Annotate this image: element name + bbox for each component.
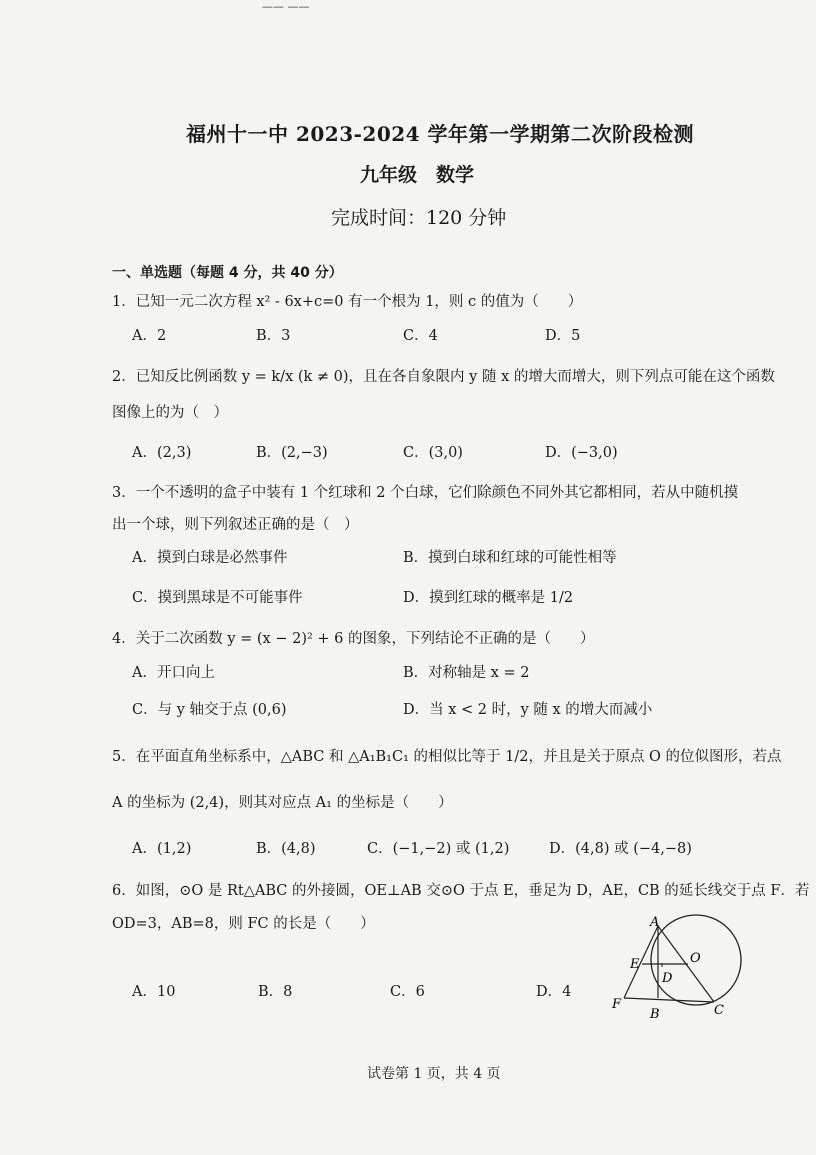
q1-option-a: A．2 [132,328,167,344]
segment-fc [624,998,714,1002]
question-6-line-2: OD=3，AB=8，则 FC 的长是（ ） [112,916,375,932]
label-e: E [630,957,640,972]
question-2-line-1: 2．已知反比例函数 y = k/x (k ≠ 0)，且在各自象限内 y 随 x 的增大而增大，则下列点可能在这个函数 [112,369,775,385]
scan-mark: —— —— [262,0,310,13]
q3-option-d: D．摸到红球的概率是 1/2 [403,590,574,606]
q6-option-b: B．8 [258,984,293,1000]
q1-option-d: D．5 [545,328,581,344]
question-5-line-1: 5．在平面直角坐标系中，△ABC 和 △A₁B₁C₁ 的相似比等于 1/2，并且是关于原点 O 的位似图形，若点 [112,749,782,765]
q6-option-c: C．6 [390,984,425,1000]
section-heading: 一、单选题（每题 4 分，共 40 分） [112,265,343,281]
q6-geometry-figure [606,910,766,1022]
q6-option-d: D．4 [536,984,572,1000]
q4-option-a: A．开口向上 [132,665,215,681]
question-1: 1．已知一元二次方程 x² - 6x+c=0 有一个根为 1，则 c 的值为（ ） [112,294,583,310]
q3-option-c: C．摸到黑球是不可能事件 [132,590,303,606]
q2-option-a: A．(2,3) [132,445,192,461]
q1-option-c: C．4 [403,328,438,344]
q3-option-a: A．摸到白球是必然事件 [132,550,288,566]
q5-option-d: D．(4,8) 或 (−4,−8) [549,841,692,857]
question-6-line-1: 6．如图，⊙O 是 Rt△ABC 的外接圆，OE⊥AB 交⊙O 于点 E，垂足为 D，AE，CB 的延长线交于点 F．若 [112,883,810,899]
question-5-line-2: A 的坐标为 (2,4)，则其对应点 A₁ 的坐标是（ ） [112,795,453,811]
q4-option-c: C．与 y 轴交于点 (0,6) [132,702,287,718]
label-d: D [662,971,673,986]
exam-subtitle: 九年级 数学 [360,164,475,186]
q5-option-b: B．(4,8) [256,841,316,857]
question-2-line-2: 图像上的为（ ） [112,405,228,421]
exam-time: 完成时间：120 分钟 [331,207,507,229]
q2-option-d: D．(−3,0) [545,445,618,461]
page-footer: 试卷第 1 页，共 4 页 [367,1066,501,1082]
question-3-line-2: 出一个球，则下列叙述正确的是（ ） [112,517,359,533]
q5-option-a: A．(1,2) [132,841,192,857]
q4-option-b: B．对称轴是 x = 2 [403,665,530,681]
question-4: 4．关于二次函数 y = (x − 2)² + 6 的图象，下列结论不正确的是（ ） [112,631,595,647]
q1-option-b: B．3 [256,328,291,344]
question-3-line-1: 3．一个不透明的盒子中装有 1 个红球和 2 个白球，它们除颜色不同外其它都相同，若从中随机摸 [112,485,739,501]
label-c: C [714,1003,724,1018]
q5-option-c: C．(−1,−2) 或 (1,2) [367,841,510,857]
label-a: A [650,915,660,930]
q4-option-d: D．当 x < 2 时，y 随 x 的增大而减小 [403,702,653,718]
q6-option-a: A．10 [132,984,176,1000]
label-o: O [690,951,701,966]
q3-option-b: B．摸到白球和红球的可能性相等 [403,550,617,566]
exam-title: 福州十一中 2023-2024 学年第一学期第二次阶段检测 [186,122,695,146]
q2-option-c: C．(3,0) [403,445,463,461]
label-b: B [650,1007,660,1022]
label-f: F [612,997,622,1012]
q2-option-b: B．(2,−3) [256,445,328,461]
